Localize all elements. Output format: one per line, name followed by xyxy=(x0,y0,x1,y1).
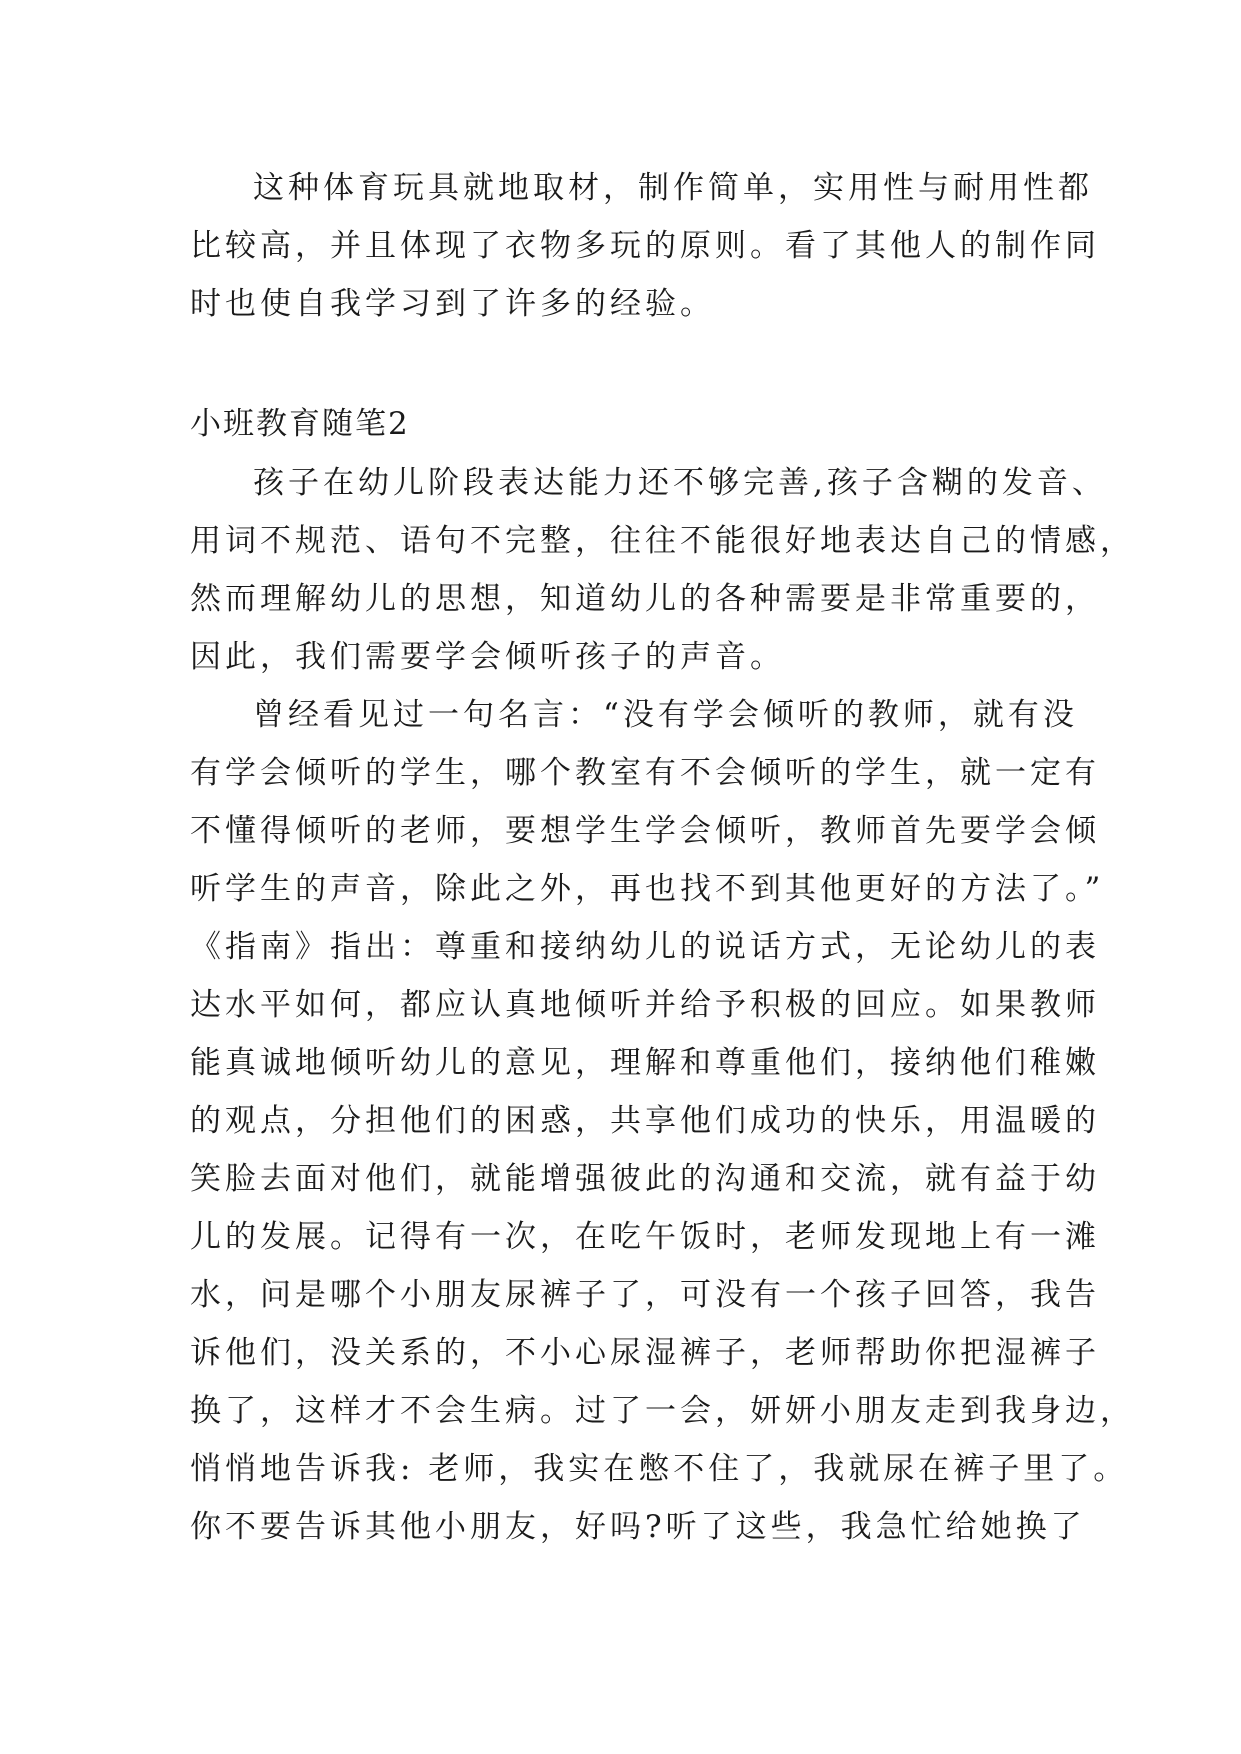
paragraph-line: 孩子在幼儿阶段表达能力还不够完善,孩子含糊的发音、 xyxy=(253,465,1107,501)
paragraph-line: 这种体育玩具就地取材，制作简单，实用性与耐用性都 xyxy=(253,170,1093,206)
paragraph-line: 的观点，分担他们的困惑，共享他们成功的快乐，用温暖的 xyxy=(190,1103,1100,1139)
paragraph-line: 悄悄地告诉我: 老师，我实在憋不住了，我就尿在裤子里了。 xyxy=(190,1451,1129,1487)
paragraph-line: 你不要告诉其他小朋友，好吗?听了这些，我急忙给她换了 xyxy=(190,1509,1086,1545)
paragraph-line: 换了，这样才不会生病。过了一会，妍妍小朋友走到我身边， xyxy=(190,1393,1135,1429)
paragraph-line: 有学会倾听的学生，哪个教室有不会倾听的学生，就一定有 xyxy=(190,755,1100,791)
paragraph-line: 儿的发展。记得有一次，在吃午饭时，老师发现地上有一滩 xyxy=(190,1219,1100,1255)
paragraph-line: 听学生的声音，除此之外，再也找不到其他更好的方法了。” xyxy=(190,871,1105,907)
paragraph-line: 能真诚地倾听幼儿的意见，理解和尊重他们，接纳他们稚嫩 xyxy=(190,1045,1100,1081)
paragraph-line: 然而理解幼儿的思想，知道幼儿的各种需要是非常重要的， xyxy=(190,581,1100,617)
paragraph-line: 曾经看见过一句名言：“没有学会倾听的教师，就有没 xyxy=(253,697,1078,733)
paragraph-line: 诉他们，没关系的，不小心尿湿裤子，老师帮助你把湿裤子 xyxy=(190,1335,1100,1371)
paragraph-line: 水，问是哪个小朋友尿裤子了，可没有一个孩子回答，我告 xyxy=(190,1277,1100,1313)
paragraph-line: 比较高，并且体现了衣物多玩的原则。看了其他人的制作同 xyxy=(190,228,1100,264)
paragraph-line: 用词不规范、语句不完整，往往不能很好地表达自己的情感， xyxy=(190,523,1135,559)
paragraph-line: 因此，我们需要学会倾听孩子的声音。 xyxy=(190,639,785,675)
paragraph-line: 笑脸去面对他们，就能增强彼此的沟通和交流，就有益于幼 xyxy=(190,1161,1100,1197)
paragraph-line: 不懂得倾听的老师，要想学生学会倾听，教师首先要学会倾 xyxy=(190,813,1100,849)
section-heading: 小班教育随笔2 xyxy=(190,406,410,442)
paragraph-line: 达水平如何，都应认真地倾听并给予积极的回应。如果教师 xyxy=(190,987,1100,1023)
paragraph-line: 时也使自我学习到了许多的经验。 xyxy=(190,286,715,322)
paragraph-line: 《指南》指出：尊重和接纳幼儿的说话方式，无论幼儿的表 xyxy=(190,929,1100,965)
